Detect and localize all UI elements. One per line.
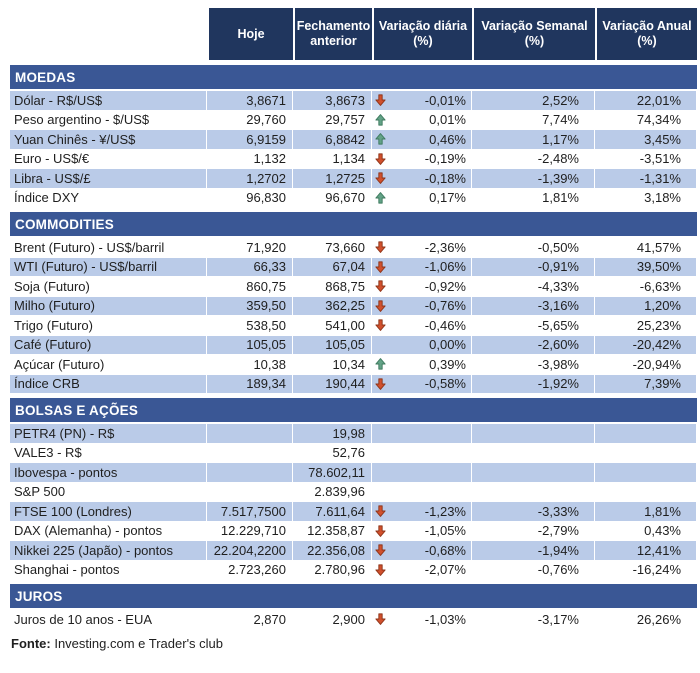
down-arrow-icon [372, 543, 392, 557]
cell-variacao-anual: 7,39% [595, 375, 697, 394]
cell-variacao-semanal: -2,79% [472, 522, 595, 541]
cell-variacao-semanal: -0,50% [472, 238, 595, 257]
cell-variacao-semanal: -1,39% [472, 169, 595, 188]
cell-variacao-anual: 22,01% [595, 91, 697, 110]
cell-fechamento-anterior: 19,98 [293, 424, 372, 443]
cell-fechamento-anterior: 7.611,64 [293, 502, 372, 521]
cell-hoje: 860,75 [207, 277, 293, 296]
cell-fechamento-anterior: 362,25 [293, 297, 372, 316]
cell-label: WTI (Futuro) - US$/barril [10, 258, 207, 277]
cell-variacao-anual: -20,94% [595, 355, 697, 374]
cell-fechamento-anterior: 10,34 [293, 355, 372, 374]
cell-label: S&P 500 [10, 483, 207, 502]
column-header-variacao-anual: Variação Anual (%) [595, 8, 697, 60]
cell-label: Milho (Futuro) [10, 297, 207, 316]
daily-change-value: 0,01% [429, 112, 466, 128]
table-row-vale3-r [10, 444, 697, 464]
cell-variacao-anual: 12,41% [595, 541, 697, 560]
cell-fechamento-anterior: 52,76 [293, 444, 372, 463]
section-moedas [10, 65, 697, 208]
cell-variacao-semanal: -2,60% [472, 336, 595, 355]
cell-variacao-anual: -16,24% [595, 561, 697, 580]
cell-fechamento-anterior: 73,660 [293, 238, 372, 257]
table-row-trigo-futuro [10, 316, 697, 336]
cell-fechamento-anterior: 868,75 [293, 277, 372, 296]
cell-variacao-diaria [372, 238, 472, 257]
up-arrow-icon [372, 357, 392, 371]
cell-label: Brent (Futuro) - US$/barril [10, 238, 207, 257]
cell-variacao-anual: 0,43% [595, 522, 697, 541]
cell-hoje [207, 463, 293, 482]
cell-variacao-anual [595, 424, 697, 443]
cell-variacao-semanal [472, 463, 595, 482]
daily-change-value: -2,07% [424, 562, 466, 578]
cell-fechamento-anterior: 1,2725 [293, 169, 372, 188]
cell-hoje: 105,05 [207, 336, 293, 355]
cell-variacao-diaria [372, 483, 472, 502]
cell-variacao-semanal: -3,98% [472, 355, 595, 374]
cell-variacao-semanal: -4,33% [472, 277, 595, 296]
cell-hoje: 66,33 [207, 258, 293, 277]
daily-change-value: -0,01% [424, 92, 466, 108]
daily-change-value: -1,06% [424, 259, 466, 275]
table-row-dolar-r-us [10, 91, 697, 111]
cell-label: Shanghai - pontos [10, 561, 207, 580]
daily-change-value: -0,19% [424, 151, 466, 167]
up-arrow-icon [372, 191, 392, 205]
cell-fechamento-anterior: 6,8842 [293, 130, 372, 149]
daily-change-value: -1,03% [424, 611, 466, 627]
cell-fechamento-anterior: 2.839,96 [293, 483, 372, 502]
daily-change-value: 0,46% [429, 131, 466, 147]
cell-hoje: 538,50 [207, 316, 293, 335]
down-arrow-icon [372, 260, 392, 274]
cell-variacao-anual: 1,81% [595, 502, 697, 521]
cell-variacao-diaria [372, 258, 472, 277]
table-row-euro-us [10, 150, 697, 170]
down-arrow-icon [372, 279, 392, 293]
cell-variacao-diaria [372, 297, 472, 316]
column-header-fechamento: Fechamento anterior [293, 8, 372, 60]
table-body [10, 65, 697, 630]
cell-variacao-anual: -20,42% [595, 336, 697, 355]
down-arrow-icon [372, 504, 392, 518]
cell-label: Juros de 10 anos - EUA [10, 610, 207, 629]
cell-variacao-anual [595, 483, 697, 502]
cell-fechamento-anterior: 12.358,87 [293, 522, 372, 541]
section-header-moedas: MOEDAS [10, 65, 697, 91]
cell-label: Euro - US$/€ [10, 150, 207, 169]
section-commodities [10, 212, 697, 394]
down-arrow-icon [372, 318, 392, 332]
cell-variacao-diaria [372, 610, 472, 629]
cell-fechamento-anterior: 96,670 [293, 189, 372, 208]
cell-variacao-diaria [372, 522, 472, 541]
cell-hoje [207, 444, 293, 463]
table-row-ftse-100-londres [10, 502, 697, 522]
cell-hoje: 7.517,7500 [207, 502, 293, 521]
cell-variacao-diaria [372, 355, 472, 374]
cell-hoje: 1,132 [207, 150, 293, 169]
cell-hoje: 2.723,260 [207, 561, 293, 580]
table-row-libra-us [10, 169, 697, 189]
table-row-acucar-futuro [10, 355, 697, 375]
cell-variacao-diaria [372, 336, 472, 355]
table-row-yuan-chines-us [10, 130, 697, 150]
header-spacer [10, 8, 207, 60]
cell-hoje [207, 483, 293, 502]
down-arrow-icon [372, 377, 392, 391]
table-row-wti-futuro-us-barril [10, 258, 697, 278]
cell-hoje: 10,38 [207, 355, 293, 374]
section-header-commodities: COMMODITIES [10, 212, 697, 238]
table-row-soja-futuro [10, 277, 697, 297]
cell-hoje: 96,830 [207, 189, 293, 208]
cell-variacao-semanal: 7,74% [472, 111, 595, 130]
section-header-juros: JUROS [10, 584, 697, 610]
daily-change-value: -1,05% [424, 523, 466, 539]
table-row-s-p-500 [10, 483, 697, 503]
cell-variacao-anual: -6,63% [595, 277, 697, 296]
cell-variacao-anual: -1,31% [595, 169, 697, 188]
cell-variacao-semanal [472, 424, 595, 443]
table-row-petr4-pn-r [10, 424, 697, 444]
cell-variacao-diaria [372, 502, 472, 521]
cell-label: Yuan Chinês - ¥/US$ [10, 130, 207, 149]
cell-variacao-anual [595, 444, 697, 463]
down-arrow-icon [372, 612, 392, 626]
cell-label: Café (Futuro) [10, 336, 207, 355]
cell-hoje: 1,2702 [207, 169, 293, 188]
cell-variacao-semanal: -1,92% [472, 375, 595, 394]
table-header-row [10, 8, 697, 60]
cell-fechamento-anterior: 190,44 [293, 375, 372, 394]
cell-variacao-diaria [372, 316, 472, 335]
cell-variacao-semanal: -2,48% [472, 150, 595, 169]
cell-variacao-anual: 3,18% [595, 189, 697, 208]
cell-variacao-diaria [372, 169, 472, 188]
cell-label: DAX (Alemanha) - pontos [10, 522, 207, 541]
cell-label: Dólar - R$/US$ [10, 91, 207, 110]
daily-change-value: -1,23% [424, 503, 466, 519]
table-row-dax-alemanha-pontos [10, 522, 697, 542]
column-header-hoje: Hoje [207, 8, 293, 60]
cell-label: Trigo (Futuro) [10, 316, 207, 335]
section-bolsas-e-acoes [10, 398, 697, 580]
daily-change-value: -0,18% [424, 170, 466, 186]
daily-change-value: -2,36% [424, 239, 466, 255]
cell-variacao-anual [595, 463, 697, 482]
cell-variacao-anual: 41,57% [595, 238, 697, 257]
cell-hoje: 22.204,2200 [207, 541, 293, 560]
table-row-cafe-futuro [10, 336, 697, 356]
cell-hoje: 359,50 [207, 297, 293, 316]
cell-fechamento-anterior: 29,757 [293, 111, 372, 130]
table-row-indice-crb [10, 375, 697, 395]
up-arrow-icon [372, 113, 392, 127]
daily-change-value: -0,76% [424, 298, 466, 314]
cell-label: FTSE 100 (Londres) [10, 502, 207, 521]
daily-change-value: -0,68% [424, 542, 466, 558]
cell-variacao-anual: 39,50% [595, 258, 697, 277]
column-header-variacao-semanal: Variação Semanal (%) [472, 8, 595, 60]
table-row-brent-futuro-us-barril [10, 238, 697, 258]
cell-label: Açúcar (Futuro) [10, 355, 207, 374]
section-header-bolsas-e-acoes: BOLSAS E AÇÕES [10, 398, 697, 424]
table-row-juros-de-10-anos-eua [10, 610, 697, 630]
cell-hoje [207, 424, 293, 443]
table-row-milho-futuro [10, 297, 697, 317]
cell-variacao-semanal: -0,91% [472, 258, 595, 277]
cell-fechamento-anterior: 22.356,08 [293, 541, 372, 560]
down-arrow-icon [372, 152, 392, 166]
cell-hoje: 6,9159 [207, 130, 293, 149]
cell-variacao-semanal: 1,17% [472, 130, 595, 149]
cell-variacao-semanal: 2,52% [472, 91, 595, 110]
down-arrow-icon [372, 524, 392, 538]
cell-fechamento-anterior: 67,04 [293, 258, 372, 277]
cell-variacao-semanal: -3,33% [472, 502, 595, 521]
cell-variacao-diaria [372, 463, 472, 482]
daily-change-value: -0,46% [424, 317, 466, 333]
cell-variacao-diaria [372, 111, 472, 130]
cell-label: Nikkei 225 (Japão) - pontos [10, 541, 207, 560]
cell-variacao-anual: 1,20% [595, 297, 697, 316]
cell-variacao-semanal [472, 483, 595, 502]
cell-label: PETR4 (PN) - R$ [10, 424, 207, 443]
daily-change-value: -0,58% [424, 376, 466, 392]
table-row-peso-argentino-us [10, 111, 697, 131]
source-note [11, 636, 697, 651]
cell-variacao-semanal: 1,81% [472, 189, 595, 208]
daily-change-value: 0,00% [429, 337, 466, 353]
column-header-variacao-diaria: Variação diária (%) [372, 8, 472, 60]
cell-variacao-semanal: -3,17% [472, 610, 595, 629]
cell-label: Libra - US$/£ [10, 169, 207, 188]
down-arrow-icon [372, 299, 392, 313]
down-arrow-icon [372, 93, 392, 107]
cell-variacao-diaria [372, 277, 472, 296]
cell-fechamento-anterior: 541,00 [293, 316, 372, 335]
table-row-ibovespa-pontos [10, 463, 697, 483]
cell-hoje: 71,920 [207, 238, 293, 257]
table-row-shanghai-pontos [10, 561, 697, 581]
cell-variacao-semanal: -1,94% [472, 541, 595, 560]
daily-change-value: 0,17% [429, 190, 466, 206]
down-arrow-icon [372, 563, 392, 577]
down-arrow-icon [372, 240, 392, 254]
cell-fechamento-anterior: 1,134 [293, 150, 372, 169]
cell-variacao-anual: -3,51% [595, 150, 697, 169]
cell-variacao-diaria [372, 561, 472, 580]
down-arrow-icon [372, 171, 392, 185]
cell-variacao-diaria [372, 444, 472, 463]
daily-change-value: 0,39% [429, 356, 466, 372]
cell-hoje: 12.229,710 [207, 522, 293, 541]
table-row-nikkei-225-japao-pontos [10, 541, 697, 561]
up-arrow-icon [372, 132, 392, 146]
cell-fechamento-anterior: 2.780,96 [293, 561, 372, 580]
cell-variacao-diaria [372, 130, 472, 149]
cell-variacao-diaria [372, 541, 472, 560]
cell-hoje: 29,760 [207, 111, 293, 130]
cell-variacao-anual: 3,45% [595, 130, 697, 149]
cell-variacao-diaria [372, 189, 472, 208]
source-note-label: Fonte: [11, 635, 51, 651]
cell-fechamento-anterior: 2,900 [293, 610, 372, 629]
cell-label: VALE3 - R$ [10, 444, 207, 463]
cell-variacao-diaria [372, 375, 472, 394]
table-row-indice-dxy [10, 189, 697, 209]
cell-variacao-semanal: -5,65% [472, 316, 595, 335]
cell-label: Índice DXY [10, 189, 207, 208]
cell-label: Peso argentino - $/US$ [10, 111, 207, 130]
cell-variacao-anual: 74,34% [595, 111, 697, 130]
section-juros [10, 584, 697, 630]
cell-label: Ibovespa - pontos [10, 463, 207, 482]
cell-variacao-semanal: -3,16% [472, 297, 595, 316]
cell-variacao-anual: 25,23% [595, 316, 697, 335]
cell-hoje: 3,8671 [207, 91, 293, 110]
cell-label: Índice CRB [10, 375, 207, 394]
cell-variacao-anual: 26,26% [595, 610, 697, 629]
daily-change-value: -0,92% [424, 278, 466, 294]
cell-variacao-semanal: -0,76% [472, 561, 595, 580]
cell-label: Soja (Futuro) [10, 277, 207, 296]
source-note-text: Investing.com e Trader's club [54, 635, 224, 651]
cell-hoje: 2,870 [207, 610, 293, 629]
cell-variacao-diaria [372, 91, 472, 110]
cell-fechamento-anterior: 3,8673 [293, 91, 372, 110]
cell-variacao-diaria [372, 150, 472, 169]
cell-variacao-semanal [472, 444, 595, 463]
cell-hoje: 189,34 [207, 375, 293, 394]
cell-fechamento-anterior: 78.602,11 [293, 463, 372, 482]
cell-fechamento-anterior: 105,05 [293, 336, 372, 355]
cell-variacao-diaria [372, 424, 472, 443]
